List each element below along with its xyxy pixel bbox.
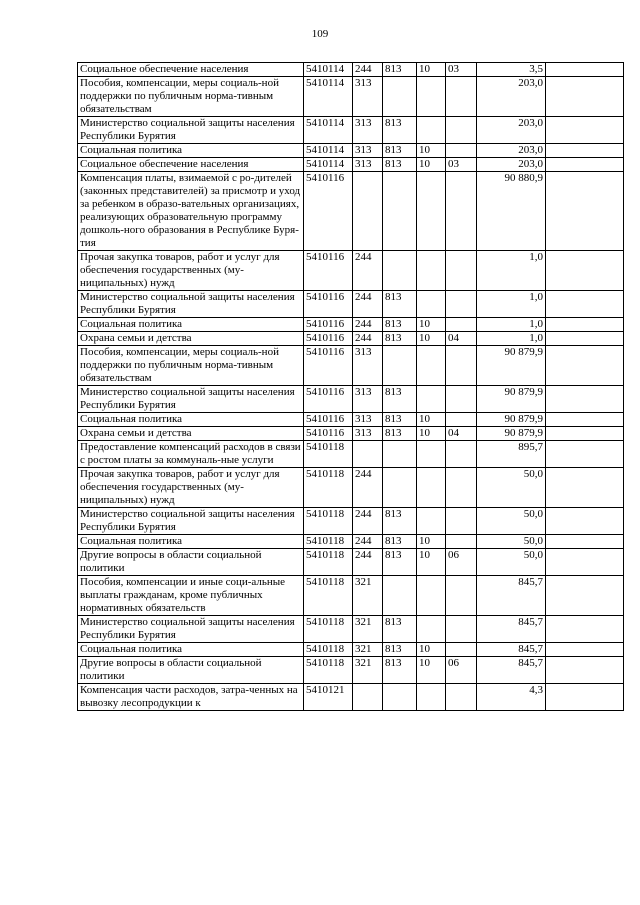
- target-article-cell: 5410118: [304, 535, 353, 549]
- ministry-code-cell: 813: [383, 413, 417, 427]
- amount-cell: 4,3: [477, 684, 546, 711]
- section-cell: 10: [417, 549, 446, 576]
- target-article-cell: 5410116: [304, 172, 353, 251]
- table-row: [78, 468, 624, 508]
- expense-type-cell: 244: [353, 468, 383, 508]
- section-cell: [417, 576, 446, 616]
- subsection-cell: 06: [446, 657, 477, 684]
- target-article-cell: 5410116: [304, 332, 353, 346]
- ministry-code-cell: 813: [383, 657, 417, 684]
- item-name-cell: Министерство социальной защиты населения Республики Бурятия: [78, 508, 304, 535]
- amount-cell: 845,7: [477, 643, 546, 657]
- amount-cell: 203,0: [477, 117, 546, 144]
- table-row: [78, 413, 624, 427]
- subsection-cell: [446, 508, 477, 535]
- target-article-cell: 5410116: [304, 413, 353, 427]
- section-cell: [417, 508, 446, 535]
- amount-cell: 1,0: [477, 291, 546, 318]
- amount-cell: 50,0: [477, 508, 546, 535]
- subsection-cell: [446, 117, 477, 144]
- subsection-cell: [446, 144, 477, 158]
- table-row: [78, 684, 624, 711]
- expense-type-cell: 244: [353, 535, 383, 549]
- expense-type-cell: 244: [353, 251, 383, 291]
- subsection-cell: [446, 576, 477, 616]
- amount-cell: 1,0: [477, 251, 546, 291]
- table-row: [78, 251, 624, 291]
- ministry-code-cell: 813: [383, 144, 417, 158]
- section-cell: 10: [417, 535, 446, 549]
- ministry-code-cell: [383, 576, 417, 616]
- expense-type-cell: 321: [353, 616, 383, 643]
- item-name-cell: Охрана семьи и детства: [78, 427, 304, 441]
- amount-cell: 203,0: [477, 158, 546, 172]
- target-article-cell: 5410118: [304, 508, 353, 535]
- amount-cell: 90 879,9: [477, 386, 546, 413]
- ministry-code-cell: [383, 77, 417, 117]
- empty-cell: [546, 576, 624, 616]
- item-name-cell: Предоставление компенсаций расходов в связи с ростом платы за коммуналь-ные услуги: [78, 441, 304, 468]
- section-cell: [417, 291, 446, 318]
- section-cell: [417, 346, 446, 386]
- empty-cell: [546, 535, 624, 549]
- expense-type-cell: 244: [353, 291, 383, 318]
- expense-type-cell: 244: [353, 332, 383, 346]
- subsection-cell: [446, 616, 477, 643]
- subsection-cell: [446, 318, 477, 332]
- target-article-cell: 5410118: [304, 643, 353, 657]
- ministry-code-cell: [383, 172, 417, 251]
- target-article-cell: 5410118: [304, 657, 353, 684]
- amount-cell: 845,7: [477, 616, 546, 643]
- item-name-cell: Министерство социальной защиты населения Республики Бурятия: [78, 291, 304, 318]
- empty-cell: [546, 549, 624, 576]
- item-name-cell: Социальная политика: [78, 643, 304, 657]
- expense-type-cell: 313: [353, 158, 383, 172]
- amount-cell: 90 879,9: [477, 413, 546, 427]
- subsection-cell: [446, 77, 477, 117]
- expense-type-cell: 313: [353, 386, 383, 413]
- table-row: [78, 158, 624, 172]
- subsection-cell: 06: [446, 549, 477, 576]
- section-cell: [417, 441, 446, 468]
- table-row: [78, 291, 624, 318]
- ministry-code-cell: [383, 441, 417, 468]
- section-cell: 10: [417, 144, 446, 158]
- empty-cell: [546, 508, 624, 535]
- empty-cell: [546, 144, 624, 158]
- item-name-cell: Прочая закупка товаров, работ и услуг для обеспечения государственных (му-ниципальных) нужд: [78, 468, 304, 508]
- empty-cell: [546, 318, 624, 332]
- subsection-cell: 03: [446, 158, 477, 172]
- ministry-code-cell: 813: [383, 332, 417, 346]
- table-row: [78, 63, 624, 77]
- expense-type-cell: 244: [353, 508, 383, 535]
- item-name-cell: Министерство социальной защиты населения Республики Бурятия: [78, 117, 304, 144]
- target-article-cell: 5410121: [304, 684, 353, 711]
- expense-type-cell: 313: [353, 427, 383, 441]
- item-name-cell: Пособия, компенсации и иные соци-альные выплаты гражданам, кроме публичных нормативных обязательств: [78, 576, 304, 616]
- ministry-code-cell: [383, 251, 417, 291]
- subsection-cell: 03: [446, 63, 477, 77]
- target-article-cell: 5410114: [304, 77, 353, 117]
- section-cell: 10: [417, 63, 446, 77]
- subsection-cell: [446, 172, 477, 251]
- table-row: [78, 346, 624, 386]
- amount-cell: 203,0: [477, 144, 546, 158]
- expense-type-cell: 321: [353, 643, 383, 657]
- table-row: [78, 657, 624, 684]
- subsection-cell: [446, 468, 477, 508]
- item-name-cell: Компенсация части расходов, затра-ченных на вывозку лесопродукции к: [78, 684, 304, 711]
- target-article-cell: 5410116: [304, 291, 353, 318]
- ministry-code-cell: [383, 684, 417, 711]
- amount-cell: 895,7: [477, 441, 546, 468]
- amount-cell: 845,7: [477, 576, 546, 616]
- amount-cell: 203,0: [477, 77, 546, 117]
- table-row: [78, 441, 624, 468]
- item-name-cell: Пособия, компенсации, меры социаль-ной поддержки по публичным норма-тивным обязательствам: [78, 77, 304, 117]
- section-cell: [417, 117, 446, 144]
- ministry-code-cell: 813: [383, 291, 417, 318]
- section-cell: [417, 616, 446, 643]
- expense-type-cell: 313: [353, 144, 383, 158]
- target-article-cell: 5410114: [304, 158, 353, 172]
- subsection-cell: [446, 386, 477, 413]
- empty-cell: [546, 117, 624, 144]
- table-row: [78, 508, 624, 535]
- section-cell: 10: [417, 657, 446, 684]
- item-name-cell: Пособия, компенсации, меры социаль-ной поддержки по публичным норма-тивным обязательствам: [78, 346, 304, 386]
- target-article-cell: 5410116: [304, 346, 353, 386]
- item-name-cell: Социальное обеспечение населения: [78, 158, 304, 172]
- ministry-code-cell: 813: [383, 117, 417, 144]
- expense-type-cell: 244: [353, 63, 383, 77]
- ministry-code-cell: 813: [383, 535, 417, 549]
- subsection-cell: [446, 346, 477, 386]
- empty-cell: [546, 657, 624, 684]
- empty-cell: [546, 251, 624, 291]
- amount-cell: 50,0: [477, 468, 546, 508]
- section-cell: 10: [417, 643, 446, 657]
- empty-cell: [546, 332, 624, 346]
- empty-cell: [546, 413, 624, 427]
- section-cell: [417, 251, 446, 291]
- expense-type-cell: [353, 441, 383, 468]
- subsection-cell: [446, 535, 477, 549]
- expense-type-cell: 244: [353, 318, 383, 332]
- target-article-cell: 5410118: [304, 549, 353, 576]
- target-article-cell: 5410116: [304, 318, 353, 332]
- ministry-code-cell: 813: [383, 508, 417, 535]
- section-cell: 10: [417, 427, 446, 441]
- empty-cell: [546, 386, 624, 413]
- amount-cell: 3,5: [477, 63, 546, 77]
- table-row: [78, 172, 624, 251]
- section-cell: 10: [417, 332, 446, 346]
- amount-cell: 1,0: [477, 332, 546, 346]
- target-article-cell: 5410118: [304, 576, 353, 616]
- item-name-cell: Другие вопросы в области социальной политики: [78, 657, 304, 684]
- page-number: 109: [311, 28, 329, 40]
- item-name-cell: Министерство социальной защиты населения Республики Бурятия: [78, 616, 304, 643]
- table-body: [78, 63, 624, 711]
- item-name-cell: Социальная политика: [78, 318, 304, 332]
- subsection-cell: 04: [446, 332, 477, 346]
- subsection-cell: [446, 413, 477, 427]
- expense-type-cell: 313: [353, 346, 383, 386]
- empty-cell: [546, 643, 624, 657]
- ministry-code-cell: 813: [383, 63, 417, 77]
- table-row: [78, 117, 624, 144]
- target-article-cell: 5410116: [304, 427, 353, 441]
- empty-cell: [546, 63, 624, 77]
- ministry-code-cell: 813: [383, 386, 417, 413]
- expense-type-cell: [353, 684, 383, 711]
- section-cell: 10: [417, 158, 446, 172]
- expense-type-cell: 321: [353, 576, 383, 616]
- amount-cell: 1,0: [477, 318, 546, 332]
- item-name-cell: Социальная политика: [78, 413, 304, 427]
- amount-cell: 90 880,9: [477, 172, 546, 251]
- ministry-code-cell: [383, 468, 417, 508]
- section-cell: [417, 684, 446, 711]
- table-row: [78, 77, 624, 117]
- ministry-code-cell: 813: [383, 318, 417, 332]
- empty-cell: [546, 77, 624, 117]
- section-cell: [417, 468, 446, 508]
- item-name-cell: Социальная политика: [78, 144, 304, 158]
- expense-type-cell: 313: [353, 117, 383, 144]
- table-row: [78, 643, 624, 657]
- budget-table: [77, 62, 624, 711]
- table-row: [78, 144, 624, 158]
- table-row: [78, 332, 624, 346]
- table-row: [78, 549, 624, 576]
- subsection-cell: 04: [446, 427, 477, 441]
- target-article-cell: 5410116: [304, 386, 353, 413]
- empty-cell: [546, 291, 624, 318]
- section-cell: 10: [417, 413, 446, 427]
- ministry-code-cell: 813: [383, 549, 417, 576]
- ministry-code-cell: [383, 346, 417, 386]
- empty-cell: [546, 158, 624, 172]
- item-name-cell: Социальное обеспечение населения: [78, 63, 304, 77]
- amount-cell: 50,0: [477, 549, 546, 576]
- target-article-cell: 5410118: [304, 616, 353, 643]
- target-article-cell: 5410114: [304, 117, 353, 144]
- target-article-cell: 5410118: [304, 468, 353, 508]
- empty-cell: [546, 468, 624, 508]
- item-name-cell: Прочая закупка товаров, работ и услуг для обеспечения государственных (му-ниципальных) нужд: [78, 251, 304, 291]
- target-article-cell: 5410114: [304, 63, 353, 77]
- ministry-code-cell: 813: [383, 643, 417, 657]
- ministry-code-cell: 813: [383, 158, 417, 172]
- subsection-cell: [446, 251, 477, 291]
- target-article-cell: 5410118: [304, 441, 353, 468]
- empty-cell: [546, 616, 624, 643]
- expense-type-cell: 313: [353, 77, 383, 117]
- subsection-cell: [446, 643, 477, 657]
- amount-cell: 90 879,9: [477, 427, 546, 441]
- target-article-cell: 5410114: [304, 144, 353, 158]
- ministry-code-cell: 813: [383, 427, 417, 441]
- amount-cell: 50,0: [477, 535, 546, 549]
- subsection-cell: [446, 441, 477, 468]
- subsection-cell: [446, 684, 477, 711]
- table-row: [78, 427, 624, 441]
- expense-type-cell: 321: [353, 657, 383, 684]
- section-cell: 10: [417, 318, 446, 332]
- ministry-code-cell: 813: [383, 616, 417, 643]
- amount-cell: 90 879,9: [477, 346, 546, 386]
- expense-type-cell: 244: [353, 549, 383, 576]
- expense-type-cell: 313: [353, 413, 383, 427]
- amount-cell: 845,7: [477, 657, 546, 684]
- item-name-cell: Охрана семьи и детства: [78, 332, 304, 346]
- empty-cell: [546, 441, 624, 468]
- subsection-cell: [446, 291, 477, 318]
- empty-cell: [546, 684, 624, 711]
- item-name-cell: Социальная политика: [78, 535, 304, 549]
- section-cell: [417, 77, 446, 117]
- section-cell: [417, 172, 446, 251]
- expense-type-cell: [353, 172, 383, 251]
- item-name-cell: Министерство социальной защиты населения Республики Бурятия: [78, 386, 304, 413]
- table-row: [78, 318, 624, 332]
- table-row: [78, 535, 624, 549]
- empty-cell: [546, 427, 624, 441]
- section-cell: [417, 386, 446, 413]
- empty-cell: [546, 346, 624, 386]
- item-name-cell: Другие вопросы в области социальной политики: [78, 549, 304, 576]
- table-row: [78, 386, 624, 413]
- empty-cell: [546, 172, 624, 251]
- target-article-cell: 5410116: [304, 251, 353, 291]
- item-name-cell: Компенсация платы, взимаемой с ро-дителей (законных представителей) за присмотр и уход за ребенком в образо-вательных организациях, реализующих образовательную программу дошколь-ного образования в Республике Буря-тия: [78, 172, 304, 251]
- table-row: [78, 616, 624, 643]
- table-row: [78, 576, 624, 616]
